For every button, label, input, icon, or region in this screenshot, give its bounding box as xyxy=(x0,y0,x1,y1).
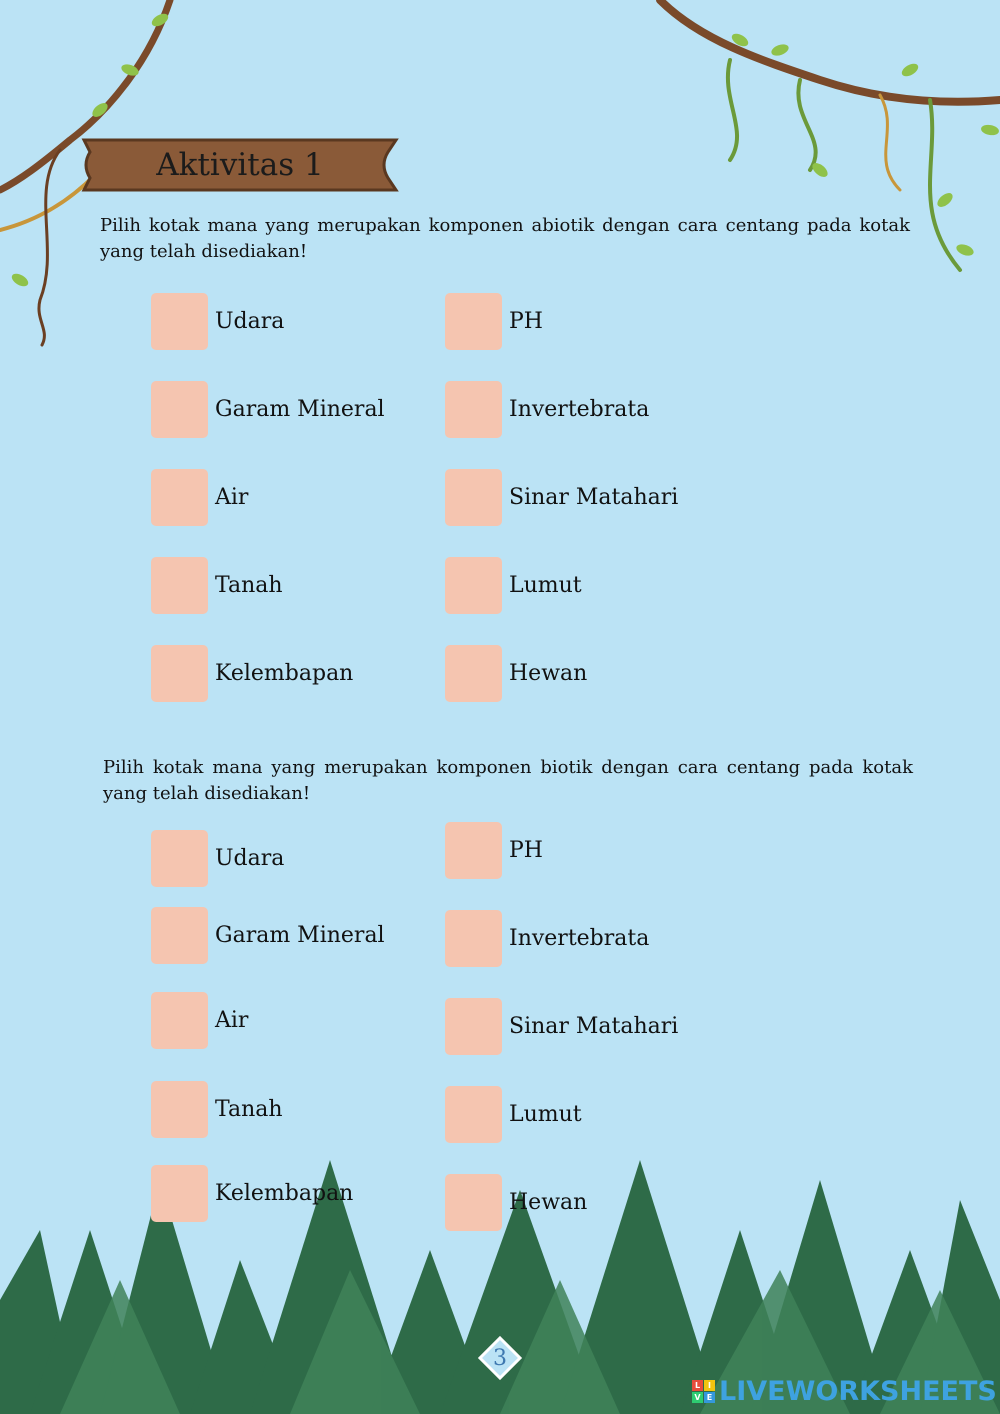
checkbox[interactable] xyxy=(445,381,502,438)
logo-letter: L xyxy=(692,1380,703,1391)
option-s2-right-0[interactable] xyxy=(445,822,543,879)
option-s1-left-2[interactable] xyxy=(151,469,248,526)
option-label: Udara xyxy=(215,309,285,334)
option-s2-right-3[interactable] xyxy=(445,1086,582,1143)
option-label: PH xyxy=(509,309,543,334)
option-s2-left-2[interactable] xyxy=(151,992,248,1049)
checkbox[interactable] xyxy=(151,1081,208,1138)
option-label: Garam Mineral xyxy=(215,397,385,422)
checkbox[interactable] xyxy=(445,1086,502,1143)
brand-name: LIVEWORKSHEETS xyxy=(719,1376,997,1407)
option-label: Tanah xyxy=(215,573,283,598)
instruction-biotic: Pilih kotak mana yang merupakan komponen biotik dengan cara centang pada kotak yang telah disediakan! xyxy=(103,757,913,804)
checkbox[interactable] xyxy=(151,557,208,614)
logo-letter: E xyxy=(704,1392,715,1403)
option-s1-right-4[interactable] xyxy=(445,645,587,702)
option-s1-left-3[interactable] xyxy=(151,557,283,614)
checkbox[interactable] xyxy=(151,1165,208,1222)
checkbox[interactable] xyxy=(445,645,502,702)
checkbox[interactable] xyxy=(151,469,208,526)
checkbox[interactable] xyxy=(151,293,208,350)
option-s2-left-0[interactable] xyxy=(151,830,284,887)
option-label: Invertebrata xyxy=(509,926,650,951)
option-label: Hewan xyxy=(509,1190,588,1215)
option-s1-right-1[interactable] xyxy=(445,381,649,438)
option-label: Kelembapan xyxy=(215,661,354,686)
option-label: Kelembapan xyxy=(215,1181,354,1206)
checkbox[interactable] xyxy=(445,557,502,614)
checkbox[interactable] xyxy=(445,910,502,967)
checkbox[interactable] xyxy=(445,469,502,526)
checkbox[interactable] xyxy=(445,998,502,1055)
logo-letter: V xyxy=(692,1392,703,1403)
checkbox[interactable] xyxy=(151,992,208,1049)
checkbox[interactable] xyxy=(151,381,208,438)
option-s1-right-0[interactable] xyxy=(445,293,543,350)
option-s2-right-4[interactable] xyxy=(445,1174,587,1231)
option-label: Air xyxy=(215,485,249,510)
option-label: Tanah xyxy=(215,1097,283,1122)
checkbox[interactable] xyxy=(445,1174,502,1231)
option-label: Hewan xyxy=(509,661,588,686)
checkbox[interactable] xyxy=(151,907,208,964)
option-label: Udara xyxy=(215,846,285,871)
option-label: Air xyxy=(215,1008,249,1033)
option-s1-left-1[interactable] xyxy=(151,381,385,438)
option-s2-left-3[interactable] xyxy=(151,1081,283,1138)
liveworksheets-logo xyxy=(692,1376,997,1407)
option-label: Sinar Matahari xyxy=(509,1014,679,1039)
page-title: Aktivitas 1 xyxy=(156,147,324,183)
option-s1-right-3[interactable] xyxy=(445,557,582,614)
checkbox[interactable] xyxy=(445,822,502,879)
option-s2-left-1[interactable] xyxy=(151,907,385,964)
checkbox[interactable] xyxy=(445,293,502,350)
option-label: Invertebrata xyxy=(509,397,650,422)
option-label: PH xyxy=(509,838,543,863)
option-label: Sinar Matahari xyxy=(509,485,679,510)
option-label: Lumut xyxy=(509,573,582,598)
logo-icon xyxy=(692,1380,715,1403)
option-s2-left-4[interactable] xyxy=(151,1165,353,1222)
option-s2-right-2[interactable] xyxy=(445,998,678,1055)
logo-letter: I xyxy=(704,1380,715,1391)
option-label: Lumut xyxy=(509,1102,582,1127)
checkbox[interactable] xyxy=(151,830,208,887)
instruction-abiotic: Pilih kotak mana yang merupakan komponen abiotik dengan cara centang pada kotak yang telah disediakan! xyxy=(100,215,910,262)
page-number: 3 xyxy=(493,1345,507,1371)
option-s2-right-1[interactable] xyxy=(445,910,649,967)
option-s1-left-4[interactable] xyxy=(151,645,353,702)
option-s1-right-2[interactable] xyxy=(445,469,678,526)
option-label: Garam Mineral xyxy=(215,923,385,948)
option-s1-left-0[interactable] xyxy=(151,293,284,350)
checkbox[interactable] xyxy=(151,645,208,702)
